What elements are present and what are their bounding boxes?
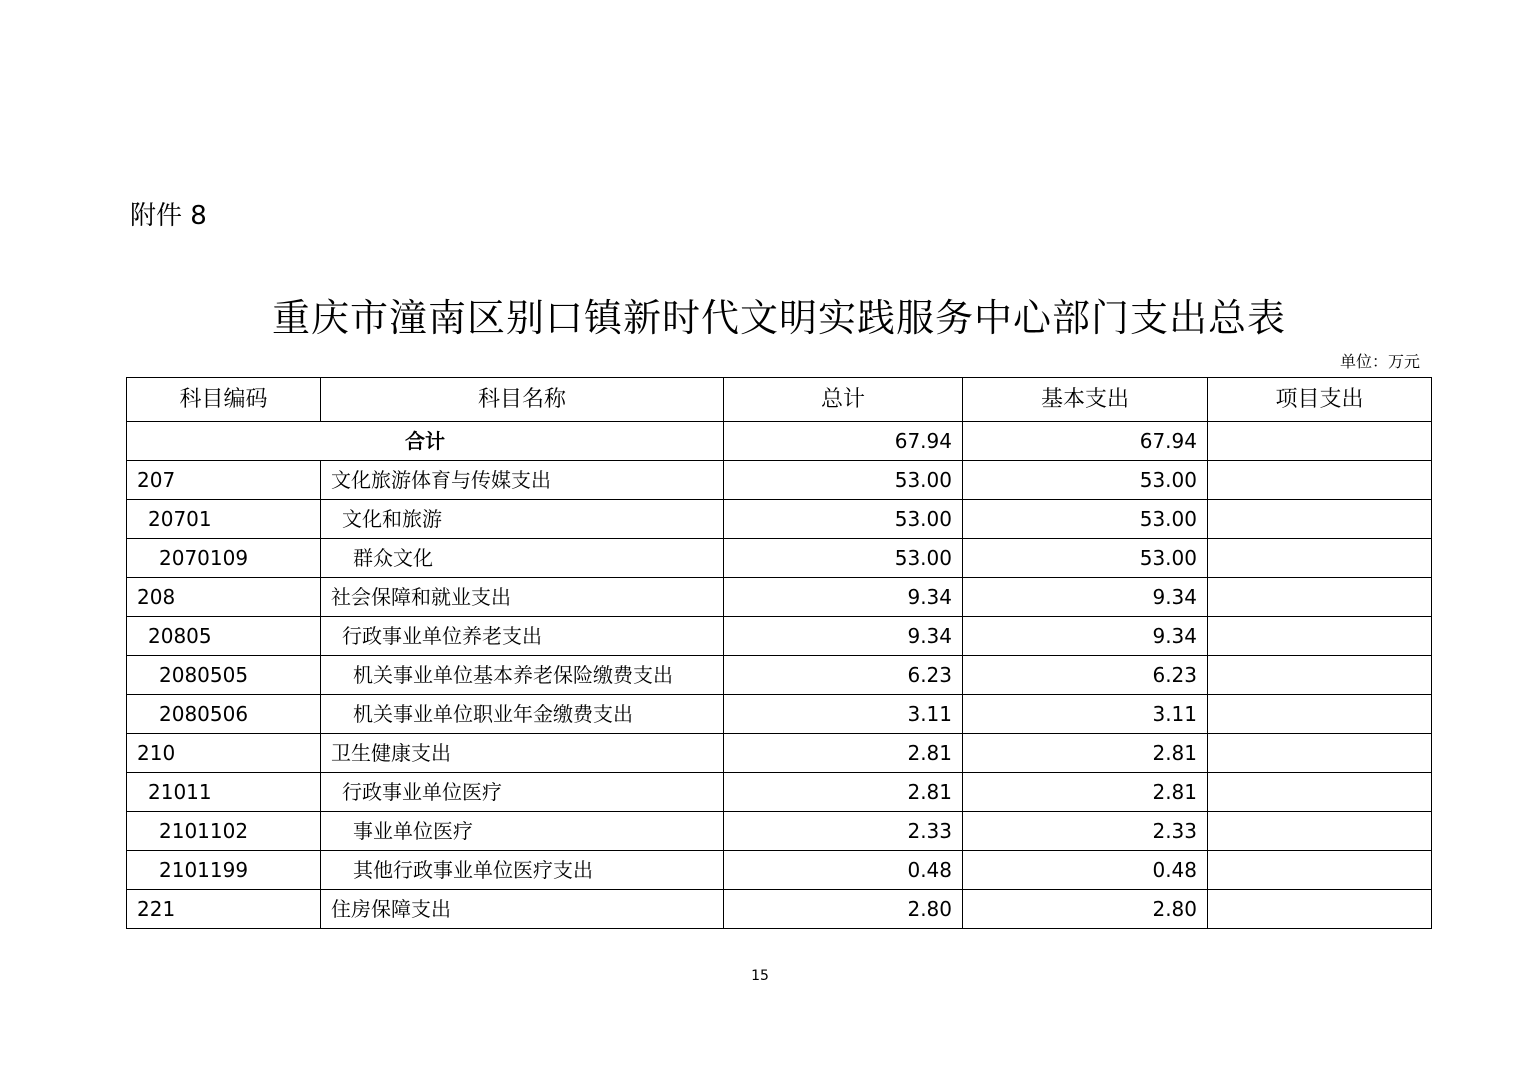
basic-cell: 2.81 bbox=[963, 773, 1208, 812]
code-cell: 208 bbox=[127, 578, 321, 617]
project-cell bbox=[1208, 617, 1432, 656]
total-cell: 53.00 bbox=[724, 500, 963, 539]
total-cell: 2.80 bbox=[724, 890, 963, 929]
basic-cell: 2.81 bbox=[963, 734, 1208, 773]
header-code: 科目编码 bbox=[127, 378, 321, 422]
project-cell bbox=[1208, 812, 1432, 851]
total-cell: 0.48 bbox=[724, 851, 963, 890]
project-cell bbox=[1208, 890, 1432, 929]
table-row bbox=[127, 773, 1432, 812]
project-cell bbox=[1208, 695, 1432, 734]
name-cell: 其他行政事业单位医疗支出 bbox=[321, 851, 724, 890]
basic-cell: 67.94 bbox=[963, 422, 1208, 461]
table-row bbox=[127, 812, 1432, 851]
basic-cell: 6.23 bbox=[963, 656, 1208, 695]
attachment-label: 附件 8 bbox=[130, 201, 207, 231]
code-cell: 207 bbox=[127, 461, 321, 500]
header-total: 总计 bbox=[724, 378, 963, 422]
table-row bbox=[127, 578, 1432, 617]
project-cell bbox=[1208, 773, 1432, 812]
total-row bbox=[127, 422, 1432, 461]
table-row bbox=[127, 617, 1432, 656]
code-cell: 221 bbox=[127, 890, 321, 929]
total-cell: 2.81 bbox=[724, 734, 963, 773]
name-cell: 群众文化 bbox=[321, 539, 724, 578]
code-cell: 2101102 bbox=[127, 812, 321, 851]
project-cell bbox=[1208, 461, 1432, 500]
table-row bbox=[127, 695, 1432, 734]
name-cell: 机关事业单位基本养老保险缴费支出 bbox=[321, 656, 724, 695]
basic-cell: 3.11 bbox=[963, 695, 1208, 734]
name-cell: 社会保障和就业支出 bbox=[321, 578, 724, 617]
table-row bbox=[127, 890, 1432, 929]
total-cell: 53.00 bbox=[724, 461, 963, 500]
code-cell: 2070109 bbox=[127, 539, 321, 578]
name-cell: 住房保障支出 bbox=[321, 890, 724, 929]
name-cell: 行政事业单位医疗 bbox=[321, 773, 724, 812]
project-cell bbox=[1208, 851, 1432, 890]
header-project: 项目支出 bbox=[1208, 378, 1432, 422]
code-cell: 20805 bbox=[127, 617, 321, 656]
project-cell bbox=[1208, 422, 1432, 461]
project-cell bbox=[1208, 656, 1432, 695]
basic-cell: 53.00 bbox=[963, 539, 1208, 578]
table-row bbox=[127, 734, 1432, 773]
project-cell bbox=[1208, 539, 1432, 578]
total-cell: 67.94 bbox=[724, 422, 963, 461]
basic-cell: 9.34 bbox=[963, 578, 1208, 617]
basic-cell: 53.00 bbox=[963, 500, 1208, 539]
page-title: 重庆市潼南区别口镇新时代文明实践服务中心部门支出总表 bbox=[271, 296, 1286, 340]
basic-cell: 9.34 bbox=[963, 617, 1208, 656]
table-header-row bbox=[127, 378, 1432, 422]
name-cell: 文化和旅游 bbox=[321, 500, 724, 539]
code-cell: 2080506 bbox=[127, 695, 321, 734]
basic-cell: 53.00 bbox=[963, 461, 1208, 500]
expenditure-table bbox=[126, 377, 1432, 929]
project-cell bbox=[1208, 500, 1432, 539]
name-cell: 行政事业单位养老支出 bbox=[321, 617, 724, 656]
project-cell bbox=[1208, 578, 1432, 617]
page-number: 15 bbox=[751, 968, 769, 984]
table-row bbox=[127, 851, 1432, 890]
total-cell: 9.34 bbox=[724, 578, 963, 617]
code-cell: 20701 bbox=[127, 500, 321, 539]
total-cell: 6.23 bbox=[724, 656, 963, 695]
table-row bbox=[127, 656, 1432, 695]
total-cell: 3.11 bbox=[724, 695, 963, 734]
total-cell: 53.00 bbox=[724, 539, 963, 578]
basic-cell: 2.33 bbox=[963, 812, 1208, 851]
unit-label: 单位：万元 bbox=[1339, 352, 1420, 371]
code-cell: 2080505 bbox=[127, 656, 321, 695]
code-cell: 21011 bbox=[127, 773, 321, 812]
total-cell: 2.33 bbox=[724, 812, 963, 851]
header-name: 科目名称 bbox=[321, 378, 724, 422]
code-cell: 2101199 bbox=[127, 851, 321, 890]
name-cell: 文化旅游体育与传媒支出 bbox=[321, 461, 724, 500]
name-cell: 事业单位医疗 bbox=[321, 812, 724, 851]
table-row bbox=[127, 539, 1432, 578]
project-cell bbox=[1208, 734, 1432, 773]
basic-cell: 2.80 bbox=[963, 890, 1208, 929]
name-cell: 卫生健康支出 bbox=[321, 734, 724, 773]
table-row bbox=[127, 461, 1432, 500]
basic-cell: 0.48 bbox=[963, 851, 1208, 890]
header-basic: 基本支出 bbox=[963, 378, 1208, 422]
total-label: 合计 bbox=[127, 422, 724, 461]
total-cell: 2.81 bbox=[724, 773, 963, 812]
table-row bbox=[127, 500, 1432, 539]
name-cell: 机关事业单位职业年金缴费支出 bbox=[321, 695, 724, 734]
total-cell: 9.34 bbox=[724, 617, 963, 656]
code-cell: 210 bbox=[127, 734, 321, 773]
